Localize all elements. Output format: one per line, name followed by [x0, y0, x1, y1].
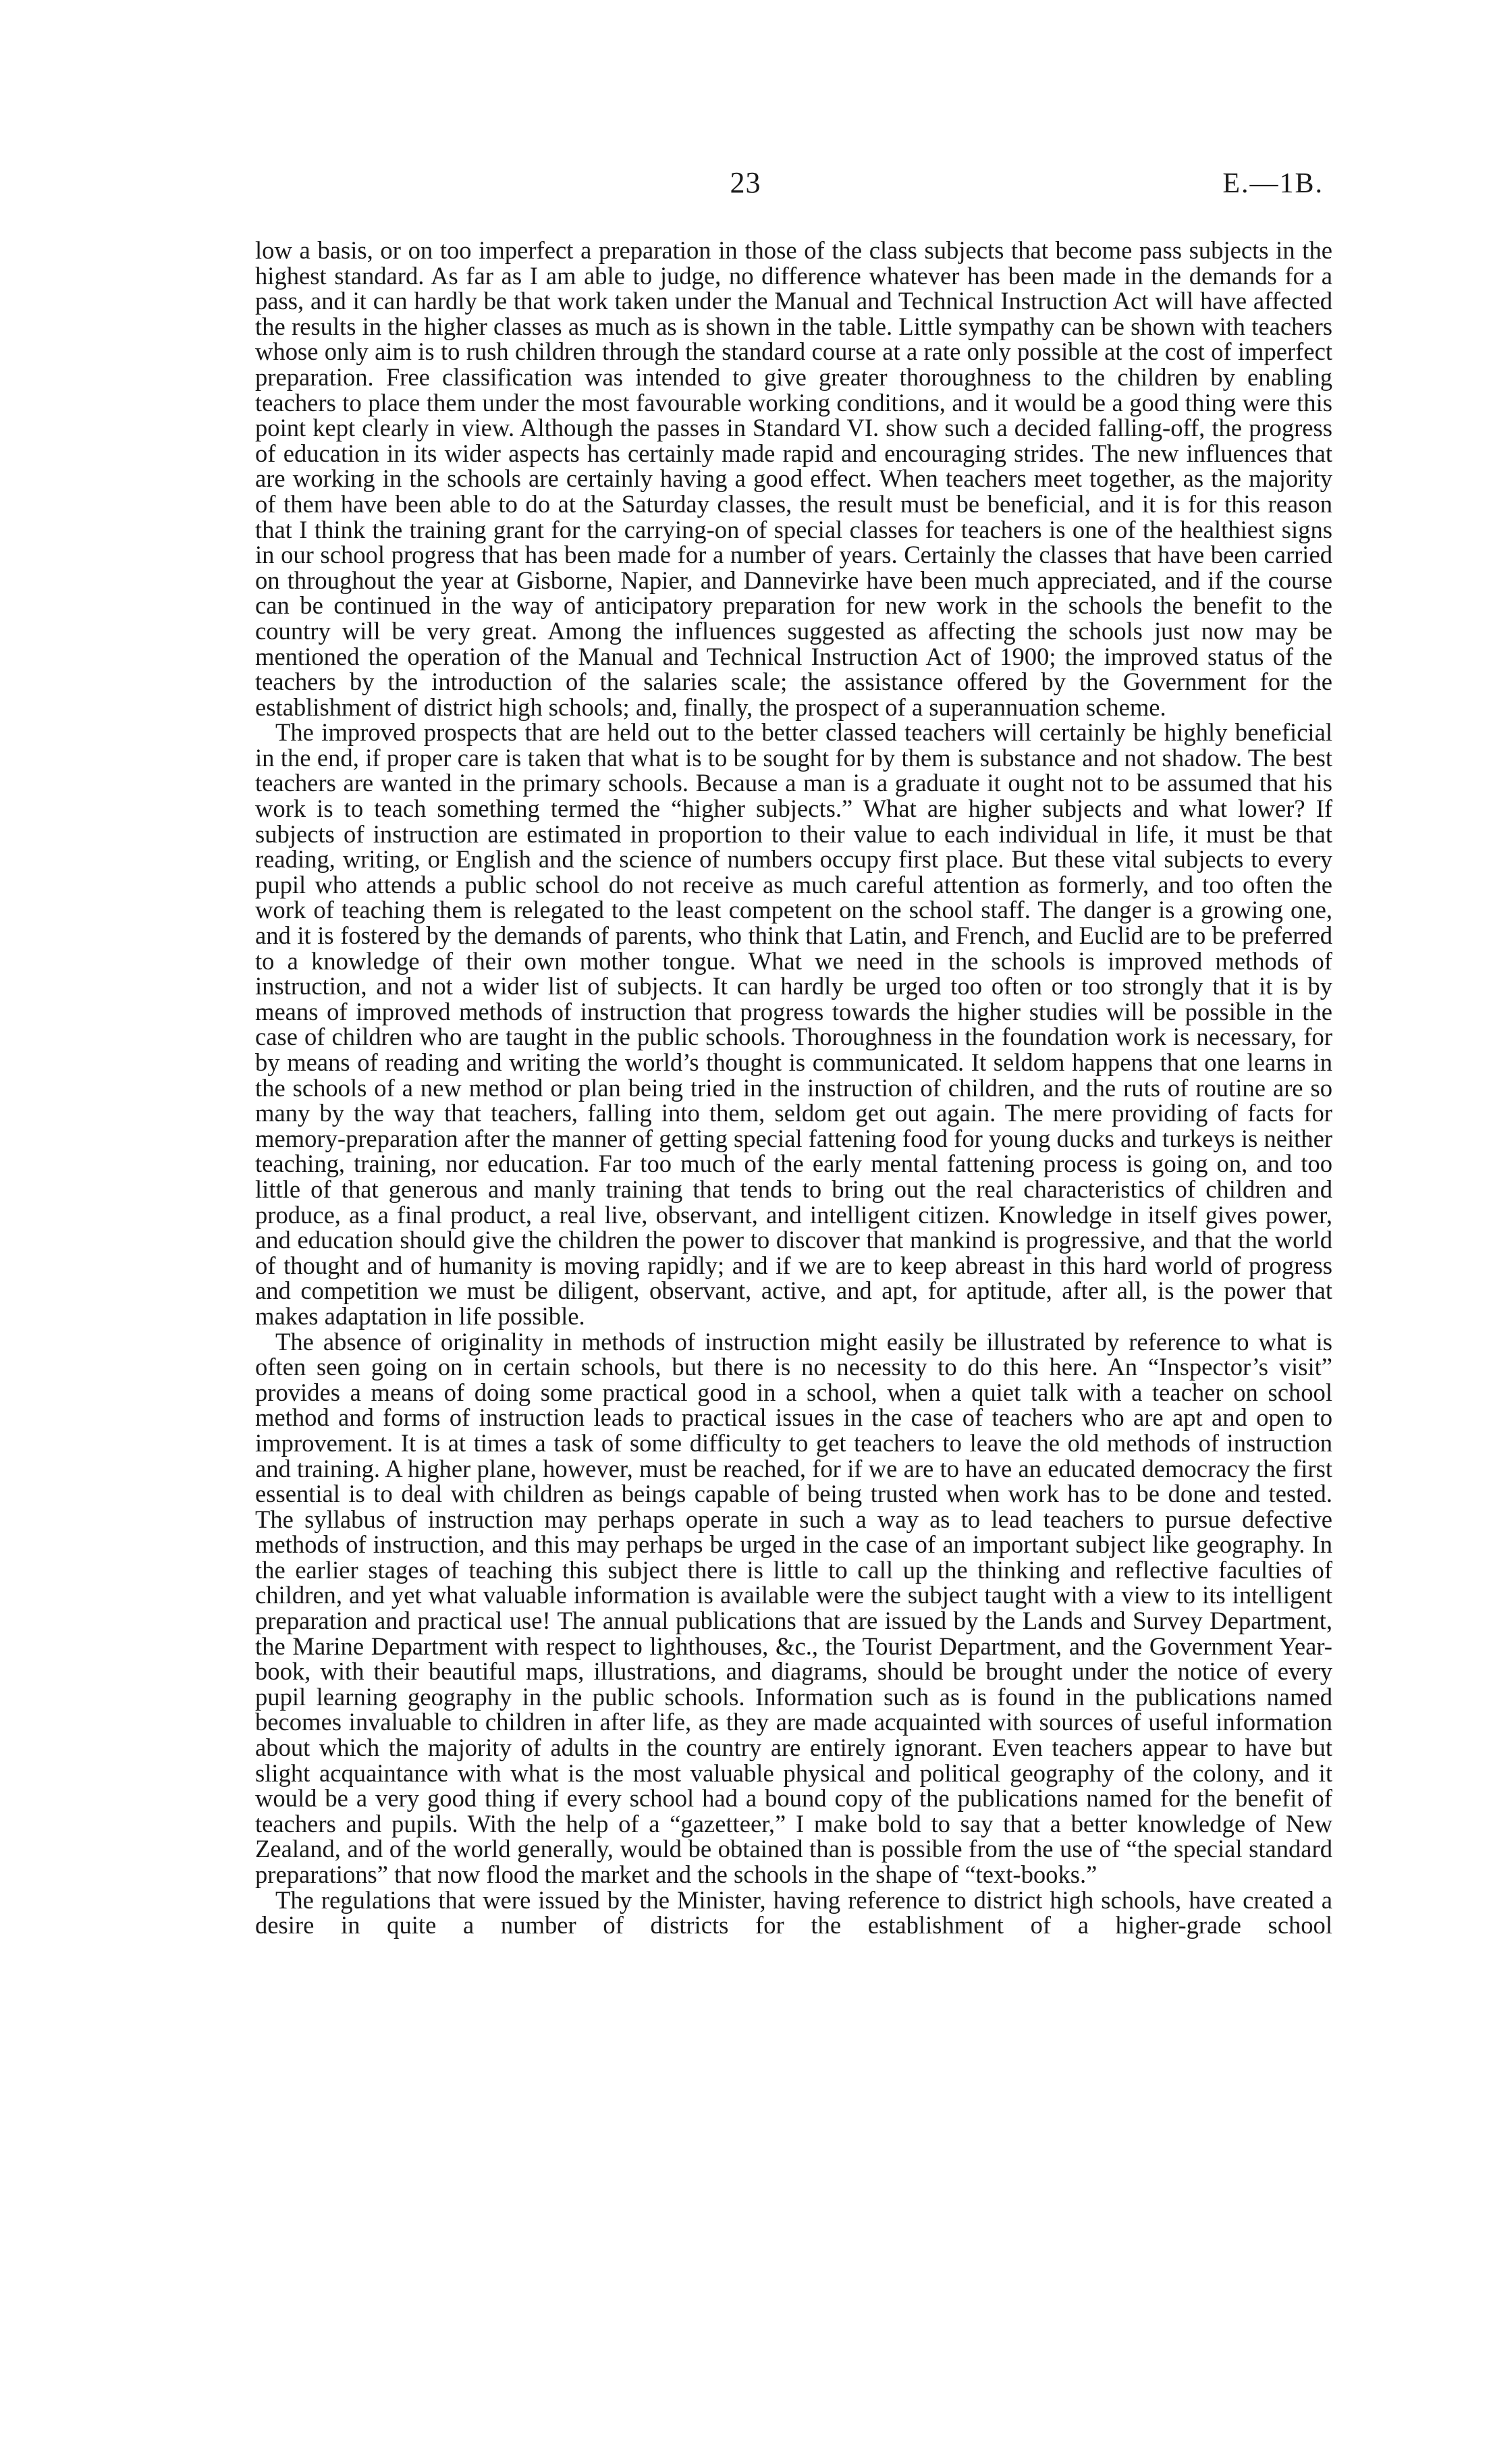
- page-number: 23: [730, 166, 761, 199]
- paragraph-4: The regulations that were issued by the Minister, having reference to district high schools, have created a desire in quite a number of districts for the establishment of a higher-grade school: [255, 1885, 1332, 1939]
- paragraph-3: The absence of originality in methods of instruction might easily be illustrated by reference to what is often seen going on in certain schools, but there is no necessity to do this here. An “Inspector’s visit” provides a means of doing some practical good in a school, when a quiet talk with a teacher on school method and forms of instruction leads to practical issues in the case of teachers who are apt and open to improvement. It is at times a task of some difficulty to get teachers to leave the old methods of instruction and training. A higher plane, however, must be reached, for if we are to have an educated democracy the first essential is to deal with children as beings capable of being trusted when work has to be done and tested. The syllabus of instruction may perhaps operate in such a way as to lead teachers to pursue defective methods of instruction, and this may perhaps be urged in the case of an important subject like geography. In the earlier stages of teaching this subject there is little to call up the thinking and reflective faculties of children, and yet what valuable information is available were the subject taught with a view to its intelligent preparation and practical use! The annual publications that are issued by the Lands and Survey Department, the Marine Department with respect to lighthouses, &c., the Tourist Department, and the Government Year-book, with their beautiful maps, illustrations, and diagrams, should be brought under the notice of every pupil learning geography in the public schools. Information such as is found in the publications named becomes invaluable to children in after life, as they are made acquainted with sources of useful information about which the majority of adults in the country are entirely ignorant. Even teachers appear to have but slight acquaintance with what is the most valuable physical and political geography of the colony, and it would be a very good thing if every school had a bound copy of the publications named for the benefit of teachers and pupils. With the help of a “gazetteer,” I make bold to say that a better knowledge of New Zealand, and of the world generally, would be obtained than is possible from the use of “the special standard preparations” that now flood the market and the schools in the shape of “text-books.”: [255, 1327, 1332, 1888]
- paragraph-2: The improved prospects that are held out to the better classed teachers will certainly be highly beneficial in the end, if proper care is taken that what is to be sought for by them is substance and not shadow. The best teachers are wanted in the primary schools. Because a man is a graduate it ought not to be assumed that his work is to teach something termed the “higher subjects.” What are higher subjects and what lower? If subjects of instruction are estimated in proportion to their value to each individual in life, it must be that reading, writing, or English and the science of numbers occupy first place. But these vital subjects to every pupil who attends a public school do not receive as much careful attention as formerly, and too often the work of teaching them is relegated to the least competent on the school staff. The danger is a growing one, and it is fostered by the demands of parents, who think that Latin, and French, and Euclid are to be preferred to a knowledge of their own mother tongue. What we need in the schools is improved methods of instruction, and not a wider list of subjects. It can hardly be urged too often or too strongly that it is by means of improved methods of instruction that progress towards the higher studies will be possible in the case of children who are taught in the public schools. Thoroughness in the foundation work is necessary, for by means of reading and writing the world’s thought is communicated. It seldom happens that one learns in the schools of a new method or plan being tried in the instruction of children, and the ruts of routine are so many by the way that teachers, falling into them, seldom get out again. The mere providing of facts for memory-preparation after the manner of getting special fattening food for young ducks and turkeys is neither teaching, training, nor education. Far too much of the early mental fattening process is going on, and too little of that generous and manly training that tends to bring out the real characteristics of children and produce, as a final product, a real live, observant, and intelligent citizen. Knowledge in itself gives power, and education should give the children the power to discover that mankind is progressive, and that the world of thought and of humanity is moving rapidly; and if we are to keep abreast in this hard world of progress and competition we must be diligent, observant, active, and apt, for aptitude, after all, is the power that makes adaptation in life possible.: [255, 718, 1332, 1330]
- document-reference: E.—1B.: [1222, 168, 1324, 199]
- body-text: [255, 238, 1332, 1938]
- paragraph-1: low a basis, or on too imperfect a preparation in those of the class subjects that become pass subjects in the highest standard. As far as I am able to judge, no difference whatever has been made in the demands for a pass, and it can hardly be that work taken under the Manual and Technical Instruction Act will have affected the results in the higher classes as much as is shown in the table. Little sympathy can be shown with teachers whose only aim is to rush children through the standard course at a rate only possible at the cost of imperfect preparation. Free classification was intended to give greater thoroughness to the children by enabling teachers to place them under the most favourable working conditions, and it would be a good thing were this point kept clearly in view. Although the passes in Standard VI. show such a decided falling-off, the progress of education in its wider aspects has certainly made rapid and encouraging strides. The new influences that are working in the schools are certainly having a good effect. When teachers meet together, as the majority of them have been able to do at the Saturday classes, the result must be beneficial, and it is for this reason that I think the training grant for the carrying-on of special classes for teachers is one of the healthiest signs in our school progress that has been made for a number of years. Certainly the classes that have been carried on throughout the year at Gisborne, Napier, and Dannevirke have been much appreciated, and if the course can be continued in the way of anticipatory preparation for new work in the schools the benefit to the country will be very great. Among the influences suggested as affecting the schools just now may be mentioned the operation of the Manual and Technical Instruction Act of 1900; the improved status of the teachers by the introduction of the salaries scale; the assistance offered by the Government for the establishment of district high schools; and, finally, the prospect of a superannuation scheme.: [255, 236, 1332, 721]
